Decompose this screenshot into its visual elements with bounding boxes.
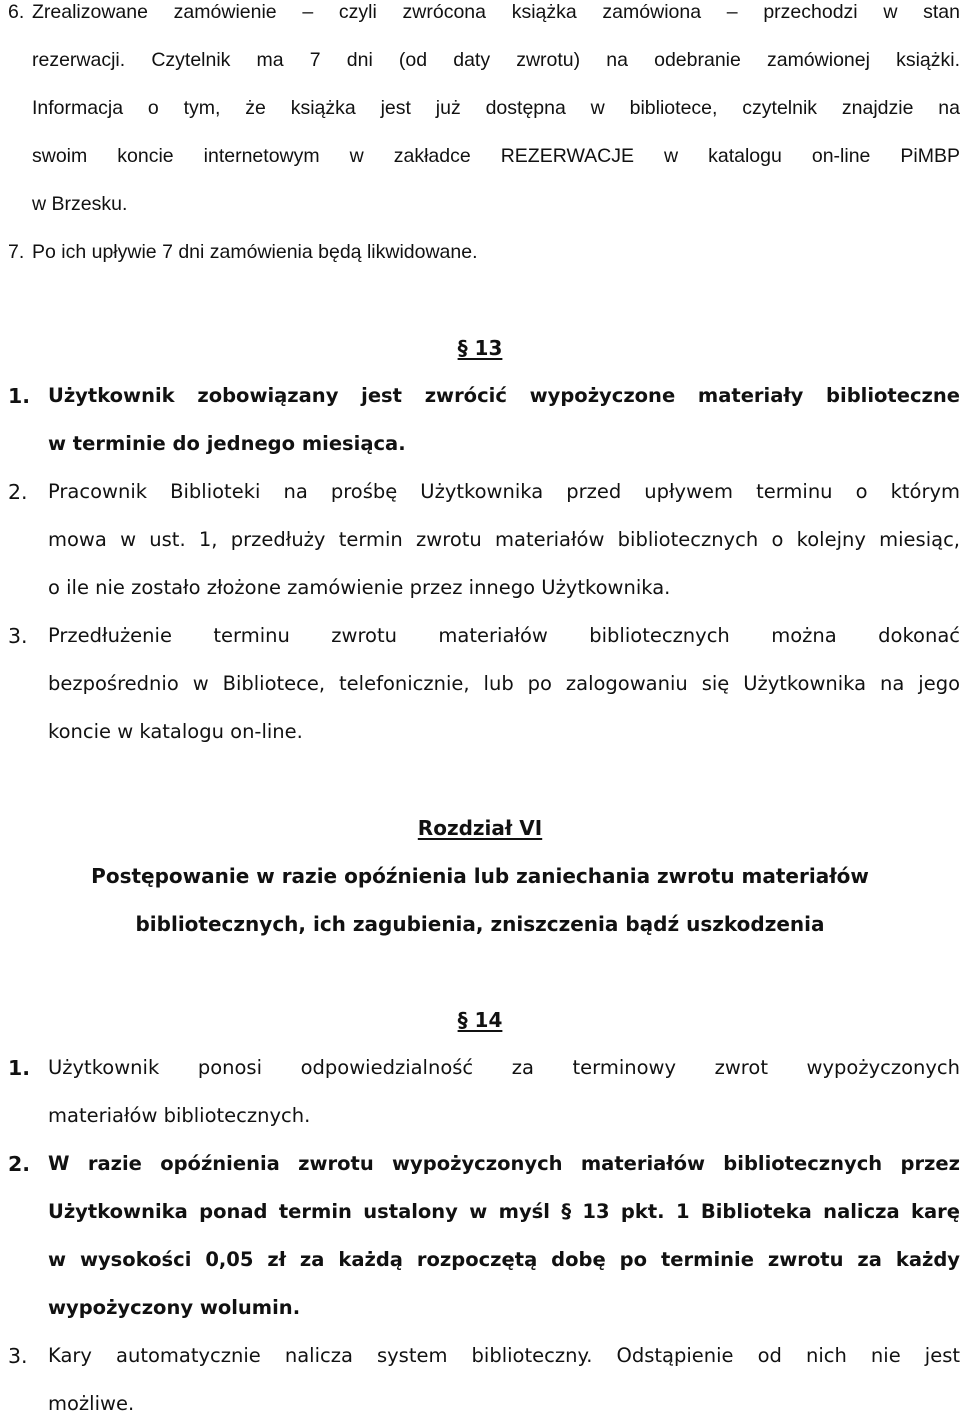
text-line: Po ich upływie 7 dni zamówienia będą likwidowane.	[32, 241, 478, 263]
item-number: 2.	[8, 1152, 31, 1176]
item-number: 7.	[8, 241, 25, 263]
text-line: Zrealizowane zamówienie – czyli zwrócona książka zamówiona – przechodzi w stan	[32, 1, 960, 23]
text-line: o ile nie zostało złożone zamówienie przez innego Użytkownika.	[48, 576, 671, 599]
item-number: 1.	[8, 384, 31, 408]
section-14-heading: § 14	[457, 1008, 503, 1032]
text-line: w Brzesku.	[32, 193, 128, 215]
text-line: Użytkownika ponad termin ustalony w myśl § 13 pkt. 1 Biblioteka nalicza karę	[48, 1200, 960, 1223]
text-line: Użytkownik zobowiązany jest zwrócić wypożyczone materiały biblioteczne	[48, 384, 960, 407]
text-line: rezerwacji. Czytelnik ma 7 dni (od daty zwrotu) na odebranie zamówionej książki.	[32, 49, 960, 71]
text-line: Przedłużenie terminu zwrotu materiałów bibliotecznych można dokonać	[48, 624, 960, 647]
item-number: 2.	[8, 480, 28, 504]
text-line: możliwe.	[48, 1392, 135, 1415]
text-line: Kary automatycznie nalicza system biblioteczny. Odstąpienie od nich nie jest	[48, 1344, 960, 1367]
text-line: W razie opóźnienia zwrotu wypożyczonych materiałów bibliotecznych przez	[48, 1152, 960, 1175]
chapter-subtitle-line: Postępowanie w razie opóźnienia lub zaniechania zwrotu materiałów	[91, 864, 869, 888]
text-line: w wysokości 0,05 zł za każdą rozpoczętą dobę po terminie zwrotu za każdy	[48, 1248, 960, 1271]
text-line: Pracownik Biblioteki na prośbę Użytkownika przed upływem terminu o którym	[48, 480, 960, 503]
text-line: bezpośrednio w Bibliotece, telefonicznie, lub po zalogowaniu się Użytkownika na jego	[48, 672, 960, 695]
item-number: 3.	[8, 624, 28, 648]
item-number: 1.	[8, 1056, 31, 1080]
text-line: Informacja o tym, że książka jest już dostępna w bibliotece, czytelnik znajdzie na	[32, 97, 960, 119]
chapter-title: Rozdział VI	[417, 816, 543, 840]
text-line: Użytkownik ponosi odpowiedzialność za terminowy zwrot wypożyczonych	[48, 1056, 960, 1079]
text-line: w terminie do jednego miesiąca.	[48, 432, 406, 455]
item-number: 3.	[8, 1344, 28, 1368]
text-line: koncie w katalogu on-line.	[48, 720, 303, 743]
item-number: 6.	[8, 1, 25, 23]
chapter-subtitle-line: bibliotecznych, ich zagubienia, zniszczenia bądź uszkodzenia	[135, 912, 825, 936]
text-line: materiałów bibliotecznych.	[48, 1104, 311, 1127]
text-line: wypożyczony wolumin.	[48, 1296, 301, 1319]
text-line: mowa w ust. 1, przedłuży termin zwrotu materiałów bibliotecznych o kolejny miesiąc,	[48, 528, 960, 551]
section-13-heading: § 13	[457, 336, 503, 360]
text-line: swoim koncie internetowym w zakładce REZERWACJE w katalogu on-line PiMBP	[32, 145, 960, 167]
